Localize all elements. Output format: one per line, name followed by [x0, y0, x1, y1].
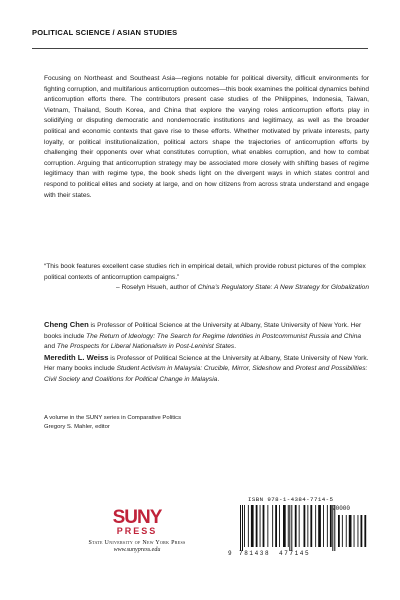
ean-left-digits: 781438 [239, 550, 271, 557]
barcode-bars [236, 505, 372, 551]
barcode-bar [240, 505, 241, 551]
author-bio [44, 352, 369, 383]
barcode-bar [295, 505, 297, 547]
isbn-text: ISBN 978-1-4384-7714-5 [248, 496, 334, 503]
bio-connector: and [280, 365, 296, 373]
ean-right-digits: 477145 [279, 550, 311, 557]
attribution-book-title: China’s Regulatory State: A New Strategy for Globalization [197, 284, 369, 292]
price-code: 90000 [332, 505, 351, 512]
category-header: POLITICAL SCIENCE / ASIAN STUDIES [32, 28, 178, 37]
ean-first-digit: 9 [228, 550, 232, 557]
barcode-bar [260, 505, 261, 547]
author-bio-text: is Professor of Political Science at the University at Albany, State University of New York. Her many books include [44, 354, 369, 373]
publisher-logo [62, 507, 212, 553]
endorsement-quote: “This book features excellent case studies rich in empirical detail, which provide robust pictures of the complex political contexts of anticorruption campaigns.” [44, 263, 366, 281]
author-name: Cheng Chen [44, 320, 89, 329]
barcode-addon-bar [361, 515, 363, 547]
author-book-title: Protest and Possibilities: Civil Society and Coalitions for Political Change in Malaysia [44, 365, 368, 383]
barcode-bar [327, 505, 328, 547]
bio-connector: and [44, 343, 57, 351]
barcode-addon-bar [346, 515, 347, 547]
logo-suny: SUNY [112, 507, 162, 528]
endorsement [44, 262, 369, 294]
publisher-name: State University of New York Press [88, 540, 186, 546]
barcode-bar [263, 505, 265, 547]
author-book-title: Student Activism in Malaysia: Crucible, Mirror, Sideshow [116, 365, 281, 373]
barcode-bar [288, 505, 289, 547]
author-name: Meredith L. Weiss [44, 352, 109, 362]
attribution-prefix: – Roselyn Hsueh, author of [115, 284, 198, 292]
endorsement-attribution [44, 283, 369, 294]
barcode-bar [272, 505, 273, 547]
author-bio [44, 322, 361, 350]
barcode-addon-bar [364, 515, 366, 547]
barcode-block [228, 496, 373, 572]
author-book-title: The Return of Ideology: The Search for Regime Identities in Postcommunist Russia and China [86, 332, 362, 340]
barcode-bar [318, 505, 321, 547]
barcode-addon-bar [354, 515, 355, 547]
bio-suffix: . [234, 343, 237, 351]
barcode-bar [244, 505, 245, 547]
barcode-bar [304, 505, 306, 547]
barcode-bar [315, 505, 316, 547]
logo-press: PRESS [116, 526, 158, 536]
barcode-bar [283, 505, 286, 547]
barcode-bar [275, 505, 277, 547]
barcode-bar [310, 505, 312, 547]
series-editor: Gregory S. Mahler, editor [44, 424, 110, 431]
publisher-url[interactable]: www.sunypress.edu [113, 547, 161, 553]
series-note [44, 414, 344, 433]
author-bios [44, 320, 369, 386]
author-bio-text: is Professor of Political Science at the University at Albany, State University of New York. Her books include [44, 322, 362, 340]
barcode-addon-bar [358, 515, 359, 547]
barcode-bar [279, 505, 280, 547]
barcode-bar [299, 505, 300, 547]
barcode-addon-bar [349, 515, 352, 547]
header-divider [32, 48, 368, 49]
barcode-bar [248, 505, 249, 547]
barcode-bar [267, 505, 268, 547]
barcode-addon-bar [338, 515, 340, 547]
barcode-bar [289, 505, 290, 551]
bio-suffix: . [217, 375, 220, 383]
barcode-bar [323, 505, 324, 547]
author-book-title: The Prospects for Liberal Nationalism in Post-Leninist States [56, 343, 235, 351]
barcode-bar [256, 505, 258, 547]
barcode-bar [251, 505, 254, 547]
book-description: Focusing on Northeast and Southeast Asia—regions notable for political diversity, difficult environments for fighting corruption, and multifarious anticorruption outcomes—this book examines the political dynamics behind anticorruption efforts there. The contributors present case studies of the Philippines, Indonesia, Taiwan, Vietnam, Thailand, South Korea, and China that explore the varying roles anticorruption efforts play in solidifying or disputing democratic and nondemocratic institutions and legitimacy, as well as the broader political and economic contexts that gave rise to these efforts. Whether motivated by private interests, party loyalty, or political institutionalization, political actors shape the trajectories of anticorruption efforts by challenging their opponents over what constitutes corruption, what enables corruption, and how to combat corruption. Arguing that anticorruption strategy may be associated more closely with shifting bases of regime legitimacy than with regime type, the book sheds light on the divergent ways in which states control and respond to political elites and society at large, and on how citizens from across strata understand and engage with their states. [44, 75, 369, 199]
barcode-bar [307, 505, 308, 547]
barcode-addon-bar [342, 515, 343, 547]
series-line: A volume in the SUNY series in Comparative Politics [44, 415, 182, 421]
barcode-bar [291, 505, 292, 551]
barcode-bar [242, 505, 243, 551]
